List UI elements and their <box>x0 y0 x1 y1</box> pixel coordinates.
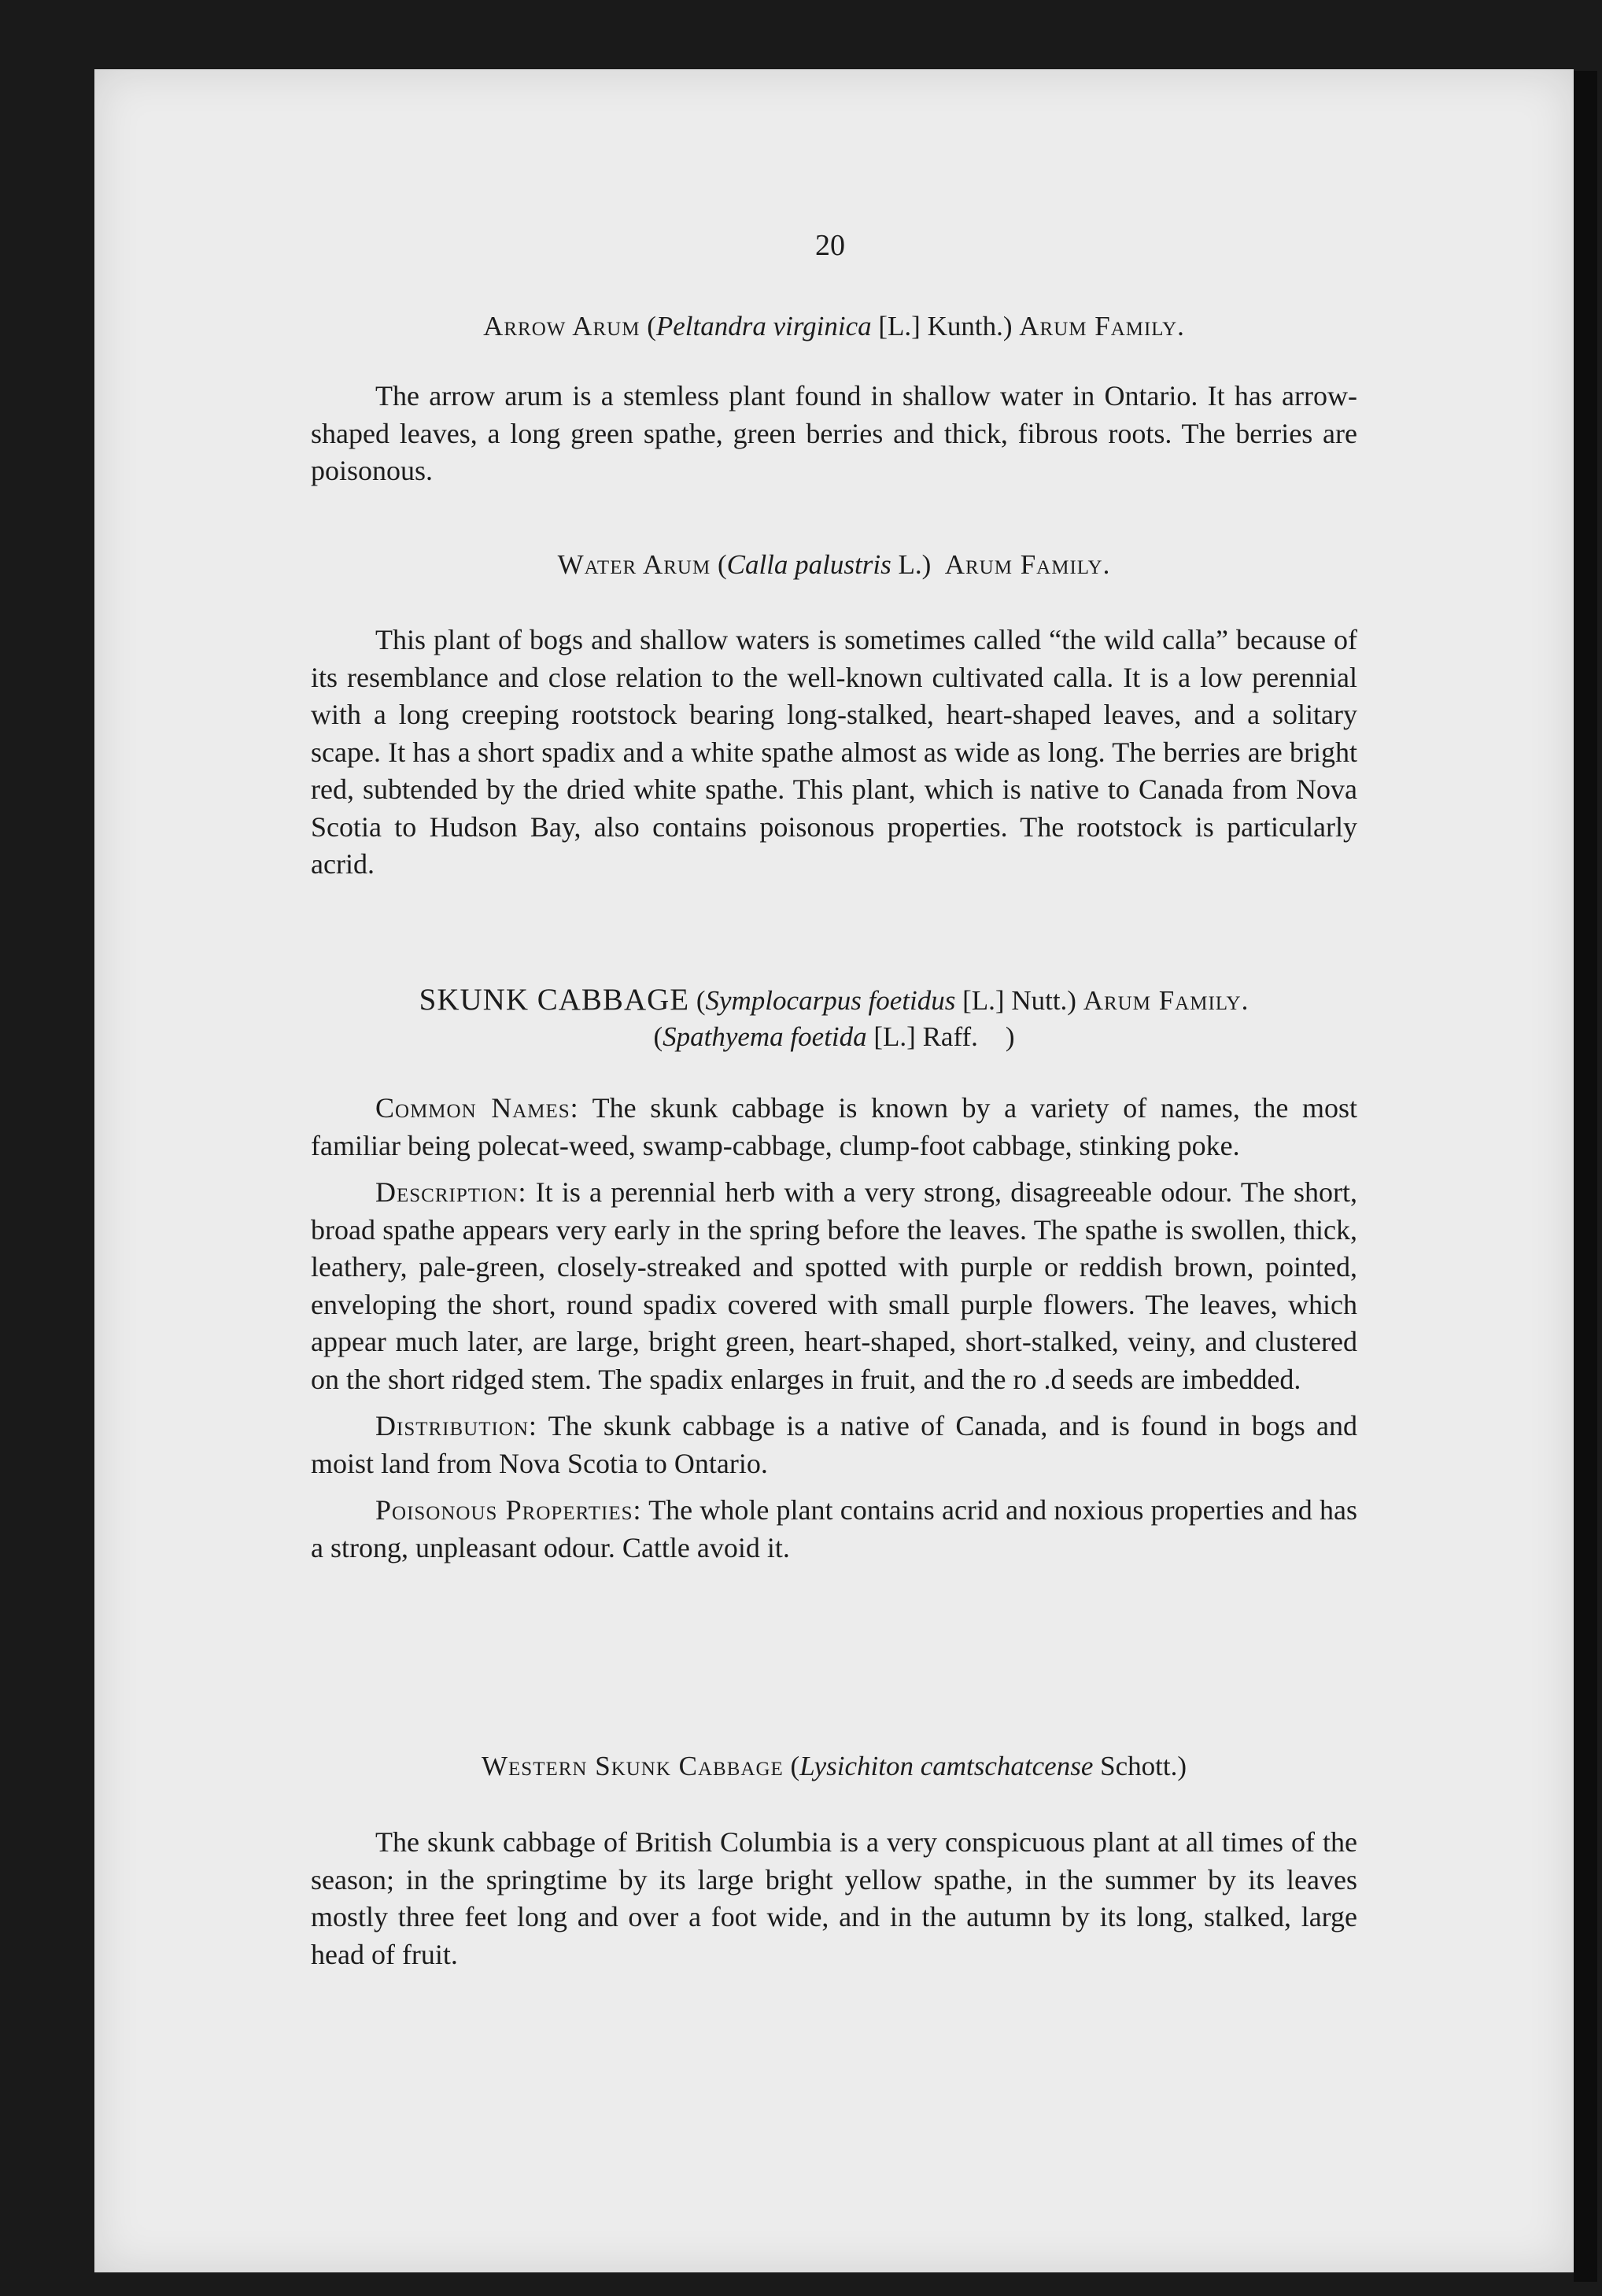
authority: Schott.) <box>1100 1751 1187 1781</box>
authority: [L.] Kunth.) <box>878 311 1013 341</box>
scientific-name: Peltandra virginica <box>655 311 872 341</box>
authority: L.) <box>898 549 932 580</box>
subsection-text: The whole plant contains acrid and noxious properties and has a strong, unpleasant odour. Cattle avoid it. <box>311 1494 1357 1563</box>
section-heading: Water Arum (Calla palustris L.) Arum Family. <box>557 549 1111 580</box>
subsection-common-names <box>311 1090 1357 1165</box>
section-heading: Arrow Arum (Peltandra virginica [L.] Kunth.) Arum Family. <box>483 311 1185 341</box>
common-name: Water Arum <box>557 549 711 580</box>
paragraph: The arrow arum is a stemless plant found in shallow water in Ontario. It has arrow-shaped leaves, a long green spathe, green berries and thick, fibrous roots. The berries are poisonous. <box>311 380 1357 486</box>
paragraph: This plant of bogs and shallow waters is sometimes called “the wild calla” because of its resemblance and close relation to the well-known cultivated calla. It is a low perennial with a long creeping rootstock bearing long-stalked, heart-shaped leaves, and a solitary scape. It has a short spadix and a white spathe almost as wide as long. The berries are bright red, subtended by the dried white spathe. This plant, which is native to Canada from Nova Scotia to Hudson Bay, also contains poisonous properties. The rootstock is particularly acrid. <box>311 624 1357 880</box>
subsection-text: It is a perennial herb with a very strong, disagreeable odour. The short, broad spathe appears very early in the spring before the leaves. The spathe is swollen, thick, leathery, pale-green, closely-streaked and spotted with purple or reddish brown, pointed, enveloping the short, round spadix covered with small purple flowers. The leaves, which appear much later, are large, bright green, heart-shaped, short-stalked, veiny, and clustered on the short ridged stem. The spadix enlarges in fruit, and the ro .d seeds are imbedded. <box>311 1176 1358 1395</box>
synonym-close: ) <box>1005 1021 1015 1052</box>
section-water-arum-body <box>311 622 1357 884</box>
subsection-poisonous-properties <box>311 1492 1357 1567</box>
section-western-skunk-cabbage <box>311 1748 1357 1785</box>
section-heading: Western Skunk Cabbage (Lysichiton camtschatcense Schott.) <box>482 1751 1187 1781</box>
section-water-arum <box>311 547 1357 583</box>
scientific-name: Symplocarpus foetidus <box>705 985 956 1016</box>
subsection-description <box>311 1174 1357 1398</box>
page-number: 20 <box>815 229 845 262</box>
common-name: Arrow Arum <box>483 311 640 341</box>
section-skunk-cabbage <box>311 982 1357 1055</box>
authority: [L.] Nutt.) <box>962 985 1076 1016</box>
synonym-authority: [L.] Raff. <box>873 1021 978 1052</box>
paragraph: The skunk cabbage of British Columbia is a very conspicuous plant at all times of the season; in the springtime by its large bright yellow spathe, in the summer by its leaves mostly three feet long and over a foot wide, and in the autumn by its long, stalked, large head of fruit. <box>311 1826 1357 1970</box>
synonym-scientific-name: Spathyema foetida <box>663 1021 867 1052</box>
page-edge-shadow <box>1574 71 1597 2282</box>
subsection-label: Poisonous Properties: <box>375 1494 642 1526</box>
subsection-label: Distribution: <box>375 1410 537 1441</box>
scientific-name: Lysichiton camtschatcense <box>799 1751 1094 1781</box>
family-name: Arum Family. <box>1019 311 1185 341</box>
section-western-skunk-cabbage-body <box>311 1824 1357 1973</box>
subsection-label: Description: <box>375 1176 527 1208</box>
common-name: SKUNK CABBAGE <box>419 983 690 1017</box>
family-name: Arum Family. <box>1083 985 1249 1016</box>
section-skunk-cabbage-body <box>311 1090 1357 1567</box>
family-name: Arum Family. <box>944 549 1111 580</box>
subsection-label: Common Names: <box>375 1092 579 1124</box>
subsection-text: The skunk cabbage is known by a variety of names, the most familiar being polecat-weed, swamp-cabbage, clump-foot cabbage, stinking poke. <box>311 1092 1358 1161</box>
section-arrow-arum-body <box>311 378 1357 490</box>
section-heading: SKUNK CABBAGE (Symplocarpus foetidus [L.] Nutt.) Arum Family. <box>419 983 1249 1017</box>
subsection-text: The skunk cabbage is a native of Canada, and is found in bogs and moist land from Nova Scotia to Ontario. <box>311 1410 1357 1479</box>
scientific-name: Calla palustris <box>726 549 891 580</box>
section-synonym: (Spathyema foetida [L.] Raff. ) <box>653 1021 1015 1052</box>
section-arrow-arum <box>311 308 1357 345</box>
subsection-distribution <box>311 1408 1357 1482</box>
common-name: Western Skunk Cabbage <box>482 1751 784 1781</box>
